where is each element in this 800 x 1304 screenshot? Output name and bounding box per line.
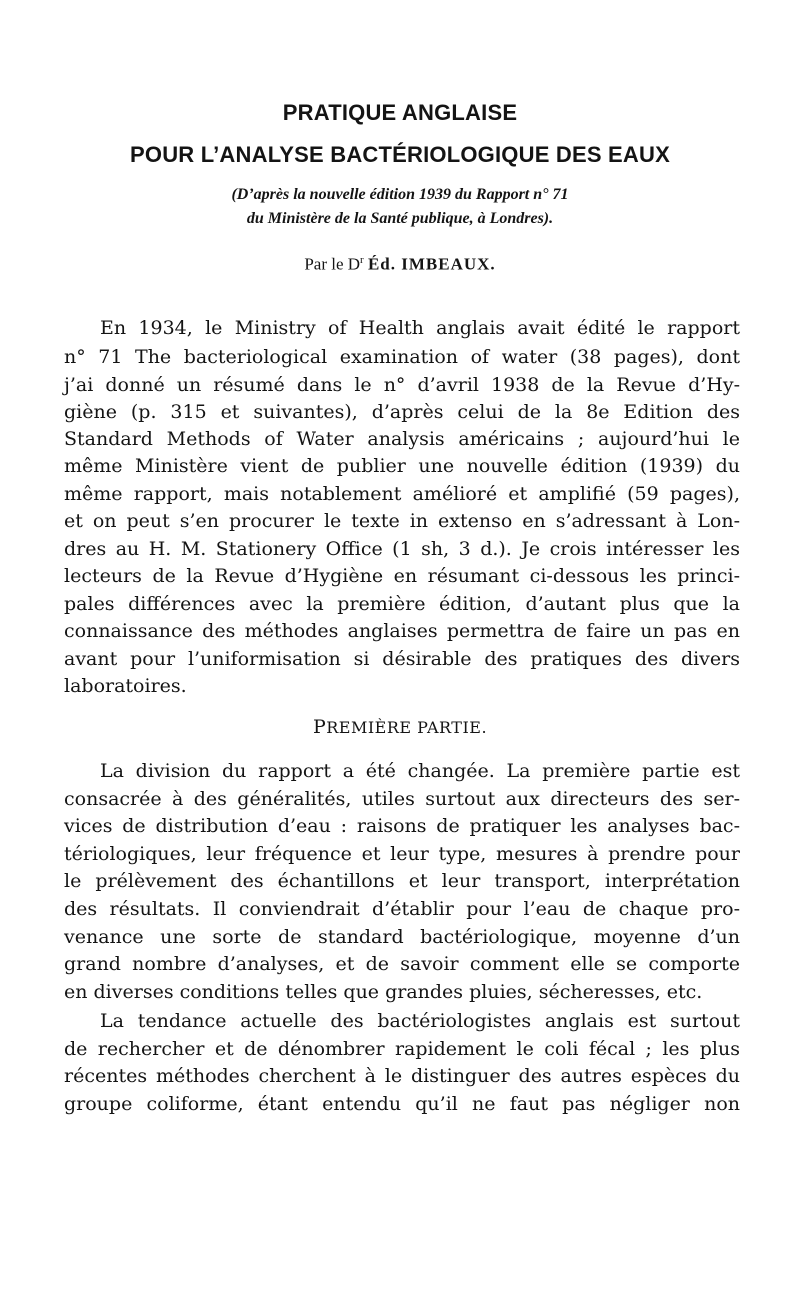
intro-line: même Ministère vient de publier une nouvelle édition (1939) du [64,455,740,477]
para3-line: groupe coliforme, étant entendu qu’il ne faut pas négliger non [64,1093,740,1115]
para3-line: La tendance actuelle des bactériologistes anglais est surtout [100,1010,740,1032]
intro-line: pales différences avec la première édition, d’autant plus que la [64,593,740,615]
intro-line: connaissance des méthodes anglaises permettra de faire un pas en [64,620,740,642]
para2-line: La division du rapport a été changée. La première partie est [100,760,740,782]
para2-line: grand nombre d’analyses, et de savoir comment elle se comporte [64,953,740,975]
section-heading-rest: REMIÈRE PARTIE. [326,718,488,737]
intro-line: En 1934, le Ministry of Health anglais avait édité le rapport [100,317,740,339]
title-line-1: PRATIQUE ANGLAISE [282,100,518,125]
subtitle-line-1: (D’après la nouvelle édition 1939 du Rapport n° 71 [231,186,569,203]
para3-line: de rechercher et de dénombrer rapidement le coli fécal ; les plus [64,1038,740,1060]
intro-line: avant pour l’uniformisation si désirable des pratiques des divers [64,648,740,670]
intro-line: lecteurs de la Revue d’Hygiène en résumant ci-dessous les princi- [64,565,740,587]
para2-line: des résultats. Il conviendrait d’établir pour l’eau de chaque pro- [64,898,740,920]
para2-line: venance une sorte de standard bactériologique, moyenne d’un [64,926,740,948]
author-line [60,254,740,275]
para2-line: consacrée à des généralités, utiles surtout aux directeurs des ser- [64,788,740,810]
intro-line: j’ai donné un résumé dans le n° d’avril 1938 de la Revue d’Hy- [64,374,740,396]
intro-line: dres au H. M. Stationery Office (1 sh, 3 d.). Je crois intéresser les [64,538,740,560]
para2-line: vices de distribution d’eau : raisons de pratiquer les analyses bac- [64,815,740,837]
intro-line: giène (p. 315 et suivantes), d’après celui de la 8e Edition des [64,401,740,423]
para2-line: tériologiques, leur fréquence et leur type, mesures à prendre pour [64,843,740,865]
title-line-2: POUR L’ANALYSE BACTÉRIOLOGIQUE DES EAUX [130,142,670,167]
author-prefix: Par le D [304,254,361,274]
para3-line: récentes méthodes cherchent à le distinguer des autres espèces du [64,1065,740,1087]
intro-line: Standard Methods of Water analysis américains ; aujourd’hui le [64,428,740,450]
intro-line: n° 71 The bacteriological examination of water (38 pages), dont [64,346,740,368]
intro-line: même rapport, mais notablement amélioré et amplifié (59 pages), [64,483,740,505]
section-heading-initial: P [312,716,327,738]
subtitle-line-2: du Ministère de la Santé publique, à Londres). [246,210,554,227]
author-name: Éd. IMBEAUX. [367,254,496,274]
author-title-sup: r [360,254,364,266]
para2-line: le prélèvement des échantillons et leur transport, interprétation [64,870,740,892]
para2-line: en diverses conditions telles que grandes pluies, sécheresses, etc. [64,981,703,1003]
section-heading [60,716,740,738]
intro-line: laboratoires. [64,675,187,697]
intro-line: et on peut s’en procurer le texte in extenso en s’adressant à Lon- [64,510,740,532]
